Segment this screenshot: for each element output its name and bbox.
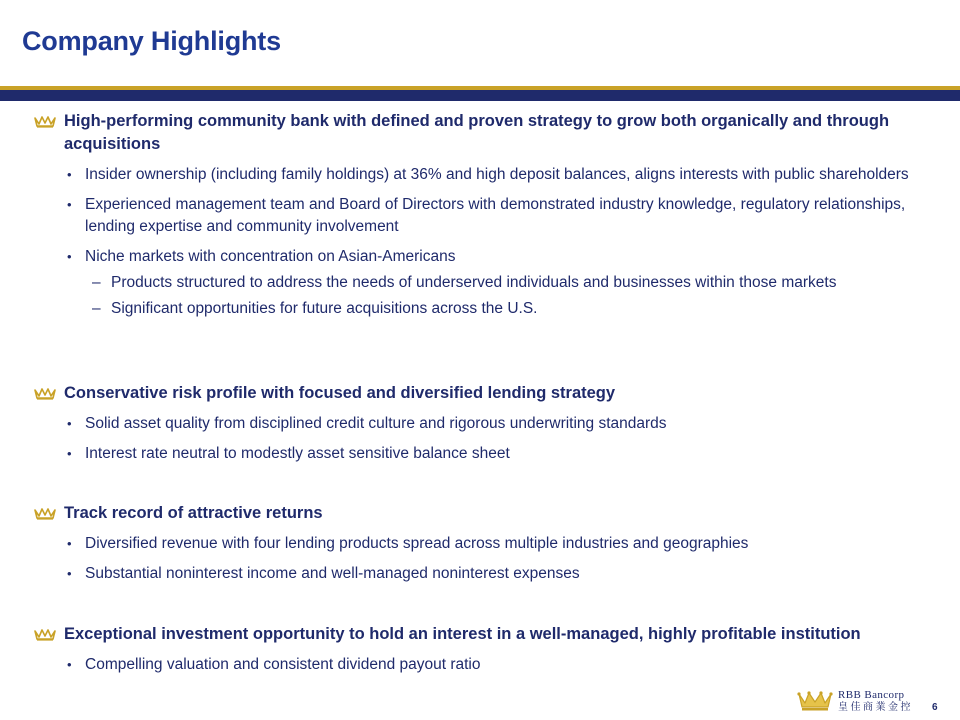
sub-bullet-item	[34, 298, 934, 320]
dash-icon: –	[92, 274, 101, 291]
section-highlights-1	[34, 110, 934, 320]
sub-bullet-text: Products structured to address the needs of underserved individuals and businesses within those markets	[111, 274, 837, 291]
section-highlights-3	[34, 502, 934, 585]
bullet-dot-icon: •	[67, 566, 72, 581]
footer-brand	[838, 689, 913, 714]
page-title: Company Highlights	[22, 26, 281, 56]
page-number: 6	[932, 702, 938, 713]
bullet-text: Solid asset quality from disciplined credit culture and rigorous underwriting standards	[85, 415, 667, 432]
crown-icon	[34, 507, 56, 520]
section-heading	[34, 110, 934, 156]
bullet-dot-icon: •	[67, 657, 72, 672]
section-highlights-2	[34, 382, 934, 465]
bullet-dot-icon: •	[67, 167, 72, 182]
bullet-dot-icon: •	[67, 416, 72, 431]
bullet-item	[34, 443, 934, 465]
bullet-item	[34, 164, 934, 186]
section-heading	[34, 382, 934, 405]
section-heading	[34, 623, 934, 646]
bullet-item	[34, 194, 934, 238]
bullet-item	[34, 654, 934, 676]
bullet-item	[34, 246, 934, 268]
bullet-dot-icon: •	[67, 197, 72, 212]
crown-icon	[34, 115, 56, 128]
header-navy-rule	[0, 90, 960, 101]
bullet-dot-icon: •	[67, 249, 72, 264]
bullet-dot-icon: •	[67, 536, 72, 551]
sub-bullet-item	[34, 272, 934, 294]
bullet-item	[34, 563, 934, 585]
crown-icon	[34, 387, 56, 400]
crown-icon	[34, 628, 56, 641]
bullet-item	[34, 533, 934, 555]
section-heading	[34, 502, 934, 525]
bullet-text: Diversified revenue with four lending products spread across multiple industries and geographies	[85, 535, 749, 552]
section-highlights-4	[34, 623, 934, 676]
bullet-dot-icon: •	[67, 446, 72, 461]
bullet-text: Insider ownership (including family holdings) at 36% and high deposit balances, aligns interests with public shareholders	[85, 166, 909, 183]
bullet-text: Substantial noninterest income and well-managed noninterest expenses	[85, 565, 580, 582]
crown-logo-icon	[797, 690, 833, 712]
bullet-text: Compelling valuation and consistent dividend payout ratio	[85, 656, 481, 673]
brand-name: RBB Bancorp	[838, 689, 905, 701]
heading-text: Exceptional investment opportunity to hold an interest in a well-managed, highly profitable institution	[64, 625, 861, 643]
heading-text: High-performing community bank with defined and proven strategy to grow both organically and through acquisitions	[64, 112, 890, 153]
sub-bullet-text: Significant opportunities for future acquisitions across the U.S.	[111, 300, 538, 317]
bullet-text: Interest rate neutral to modestly asset sensitive balance sheet	[85, 445, 510, 462]
bullet-text: Experienced management team and Board of Directors with demonstrated industry knowledge, regulatory relationships, lending expertise and community involvement	[85, 196, 906, 235]
bullet-text: Niche markets with concentration on Asian-Americans	[85, 248, 456, 265]
dash-icon: –	[92, 300, 101, 317]
heading-text: Track record of attractive returns	[64, 504, 323, 522]
brand-chinese-name: 皇佳商業金控	[838, 702, 913, 713]
heading-text: Conservative risk profile with focused and diversified lending strategy	[64, 384, 616, 402]
bullet-item	[34, 413, 934, 435]
